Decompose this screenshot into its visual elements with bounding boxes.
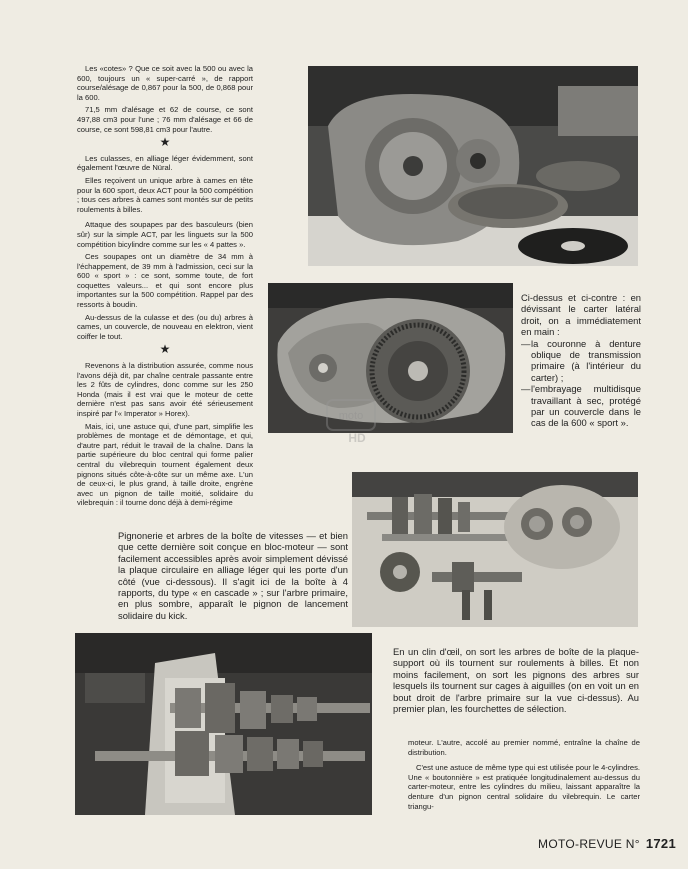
photo-primary-gear xyxy=(268,283,513,433)
paragraph: C'est une astuce de même type qui est utilisée pour le 4-cylindres. Une « boutonnière » est pratiquée longitudinalement au-dessus du carter-moteur, entre les cylindres du milieu, laissant apparaître la denture d'un pignon central solidaire du vilebrequin. Le carter triangu- xyxy=(408,763,640,811)
photo-clutch-carter xyxy=(308,66,638,266)
paragraph: Elles reçoivent un unique arbre à cames en tête pour la 600 sport, deux ACT pour la 500 compétition ; tous ces arbres à cames sont montés sur de petits roulements à billes. xyxy=(77,175,253,214)
paragraph: 71,5 mm d'alésage et 62 de course, ce sont 497,88 cm3 pour l'une ; 76 mm d'alésage et 66 de course, ce sont 598,81 cm3 pour l'autre. xyxy=(77,105,253,134)
left-text-column xyxy=(77,64,253,511)
photo-gearbox-parts xyxy=(352,472,638,627)
section-star: ★ xyxy=(159,135,171,150)
caption-list xyxy=(521,338,641,429)
paragraph: Attaque des soupapes par des basculeurs (bien sûr) sur la simple ACT, par les linguets sur la 500 compétition bicylindre comme sur les « 4 pattes ». xyxy=(77,220,253,249)
caption-gearbox: Pignonerie et arbres de la boîte de vitesses — et bien que cette dernière soit conçue en bloc-moteur — sont facilement accessibles après avoir simplement dévissé la plaque circulaire en alliage léger qui les porte d'un côté (vue ci-dessous). Il s'agit ici de la boîte à 4 rapports, du type « en cascade » ; sur l'arbre primaire, en plus sombre, apparaît le pignon de lancement solidaire du kick. xyxy=(118,530,348,621)
list-item: — la couronne à denture oblique de transmission primaire (à l'intérieur du carter) ; xyxy=(521,337,641,383)
paragraph: Ces soupapes ont un diamètre de 34 mm à l'échappement, de 39 mm à l'admission, ceci sur la 600 « sport » : ce sont, somme toute, de fort coquettes valeurs... et qui sont encore plus importantes sur la 500 compétition. Rappel par des ressorts à boudin. xyxy=(77,252,253,310)
paragraph: moteur. L'autre, accolé au premier nommé, entraîne la chaîne de distribution. xyxy=(408,738,640,757)
paragraph: Mais, ici, une astuce qui, d'une part, simplifie les problèmes de montage et de démontage, et qui, d'autre part, réduit le travail de la chaîne. Dans la partie supérieure du bloc central qui forme palier central du vilebrequin tournent également deux pignons situés côte-à-côte sur un même axe. L'un de ceux-ci, le plus grand, à taille droite, engrène avec un pignon de taille moitié, solidaire du vilebrequin : il tourne donc déjà à demi-régime xyxy=(77,421,253,508)
right-text-column xyxy=(408,738,640,814)
page-footer xyxy=(538,836,676,851)
paragraph: Revenons à la distribution assurée, comme nous l'avons déjà dit, par chaîne centrale passante entre les 2 fûts de cylindres, donc comme sur les 250 Honda (mais il est vrai que le moteur de cette dernière n'est pas sans avoir été sérieusement inspiré par l'« Imperator » Horex). xyxy=(77,361,253,418)
page-number: 1721 xyxy=(645,836,676,851)
caption-gearbox-removal: En un clin d'œil, on sort les arbres de boîte de la plaque-support où ils tournent sur roulements à billes. Et non moins facilement, on sort les pignons des arbres sur lesquels ils tournent sur cages à aiguilles (on en voit un en bout droit de l'arbre primaire sur la vue ci-dessus). Au premier plan, les fourchettes de sélection. xyxy=(393,646,639,715)
paragraph: Au-dessus de la culasse et des (ou du) arbres à cames, un couvercle, de nouveau en elektron, vient coiffer le tout. xyxy=(77,312,253,341)
list-item: — l'embrayage multidisque travaillant à sec, protégé par un couvercle dans le cas de la 600 « sport ». xyxy=(521,383,641,429)
paragraph: Les «cotes» ? Que ce soit avec la 500 ou avec la 600, toujours un « super-carré », de rapport course/alésage de 0,867 pour la 500, de 0,868 pour la 600. xyxy=(77,64,253,102)
svg-text:moto: moto xyxy=(338,410,364,422)
moto-hd-watermark xyxy=(323,392,379,444)
svg-text:HD: HD xyxy=(348,431,366,444)
photo-gearbox-assembly xyxy=(75,633,372,815)
magazine-name: MOTO-REVUE N° xyxy=(538,837,640,851)
caption-clutch xyxy=(521,292,641,429)
caption-intro: Ci-dessus et ci-contre : en dévissant le carter latéral droit, on a immédiatement en main : xyxy=(521,292,641,338)
paragraph: Les culasses, en alliage léger évidemment, sont également l'œuvre de Nüral. xyxy=(77,153,253,173)
section-star: ★ xyxy=(159,342,171,357)
